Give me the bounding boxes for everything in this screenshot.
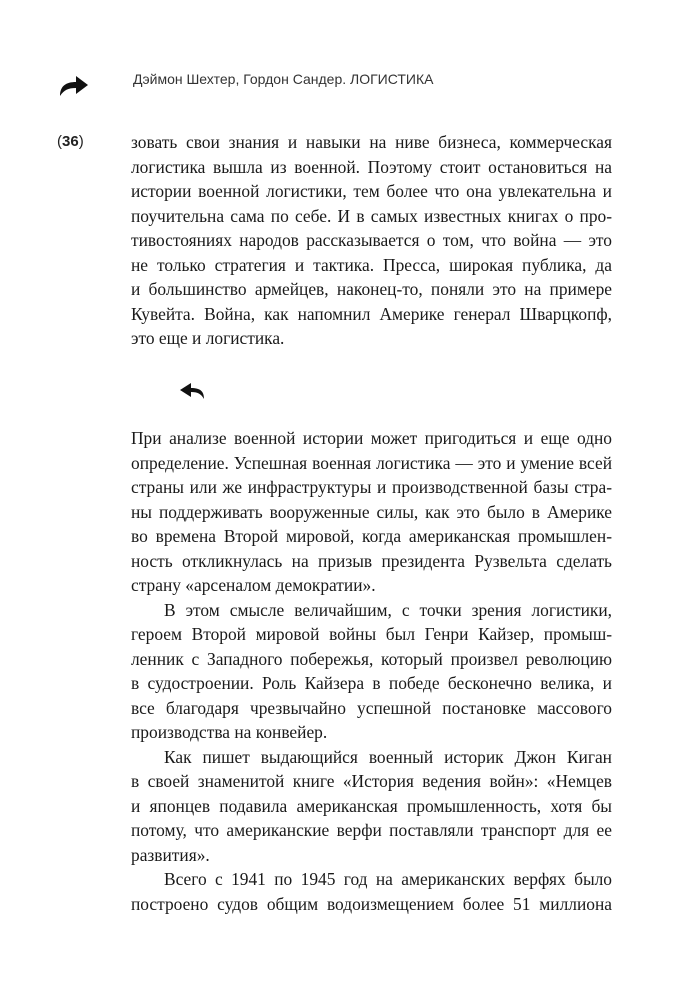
text-line: это еще и логистика. [131, 328, 285, 348]
paragraph [131, 426, 612, 598]
page-number-close: ) [78, 133, 84, 150]
text-line: страну «арсеналом демократии». [131, 575, 376, 595]
text-block-top [131, 130, 612, 351]
text-line: зовать свои знания и навыки на ниве бизнеса, коммерческая [131, 132, 612, 152]
paragraph [131, 130, 612, 351]
text-line: В этом смысле величайшим, с точки зрения логистики, [164, 599, 612, 620]
text-line: развития». [131, 844, 210, 865]
text-line: ны поддерживать вооруженные силы, как это было в Америке [131, 501, 612, 522]
text-line: во времена Второй мировой, когда американская промышлен- [131, 526, 612, 546]
text-line: построено судов общим водоизмещением более 51 миллиона [131, 893, 612, 914]
text-line: определение. Успешная военная логистика — это и умение всей [131, 452, 612, 473]
text-line: страны или же инфраструктуры и производственной базы стра- [131, 477, 612, 497]
header-title: ЛОГИСТИКА [350, 71, 434, 87]
right-arrow-icon [58, 72, 90, 98]
paragraph [131, 867, 612, 916]
text-line: все благодаря чрезвычайно успешной постановке массового [131, 697, 612, 718]
text-line: При анализе военной истории может пригодиться и еще одно [131, 428, 612, 448]
text-line: Кувейта. Война, как напомнил Америке генерал Шварцкопф, [131, 303, 612, 324]
paragraph [131, 745, 612, 868]
text-line: ленник с Западного побережья, который произвел революцию [131, 648, 612, 669]
return-arrow-icon [178, 381, 206, 401]
text-line: в судостроении. Роль Кайзера в победе бесконечно велика, и [131, 673, 612, 693]
text-line: и японцев подавила американская промышленность, хотя бы [131, 795, 612, 816]
text-line: Всего с 1941 по 1945 год на американских верфях было [164, 869, 612, 889]
text-line: и большинство армейцев, наконец-то, поняли это на примере [131, 279, 612, 299]
header-authors: Дэймон Шехтер, Гордон Сандер. [133, 71, 347, 87]
text-line: истории военной логистики, тем более что она увлекательна и [131, 181, 612, 201]
text-line: логистика вышла из военной. Поэтому стоит остановиться на [131, 156, 612, 177]
text-line: поучительна сама по себе. И в самых известных книгах о про- [131, 205, 612, 226]
text-block-bottom [131, 426, 612, 916]
text-line: производства на конвейер. [131, 722, 328, 742]
text-line: тивостояниях народов рассказывается о том, что война — это [131, 230, 612, 250]
page-number-open: ( [57, 133, 62, 150]
text-line: ность откликнулась на призыв президента Рузвельта сделать [131, 550, 612, 571]
running-header [133, 71, 434, 87]
text-line: Как пишет выдающийся военный историк Джон Киган [164, 746, 612, 767]
text-line: потому, что американские верфи поставляли транспорт для ее [131, 820, 612, 840]
text-line: не только стратегия и тактика. Пресса, широкая публика, да [131, 254, 612, 275]
paragraph [131, 598, 612, 745]
page-number-value: 36 [62, 133, 79, 150]
page-number [57, 133, 84, 150]
text-line: героем Второй мировой войны был Генри Кайзер, промыш- [131, 624, 612, 644]
text-line: в своей знаменитой книге «История ведения войн»: «Немцев [131, 771, 612, 791]
